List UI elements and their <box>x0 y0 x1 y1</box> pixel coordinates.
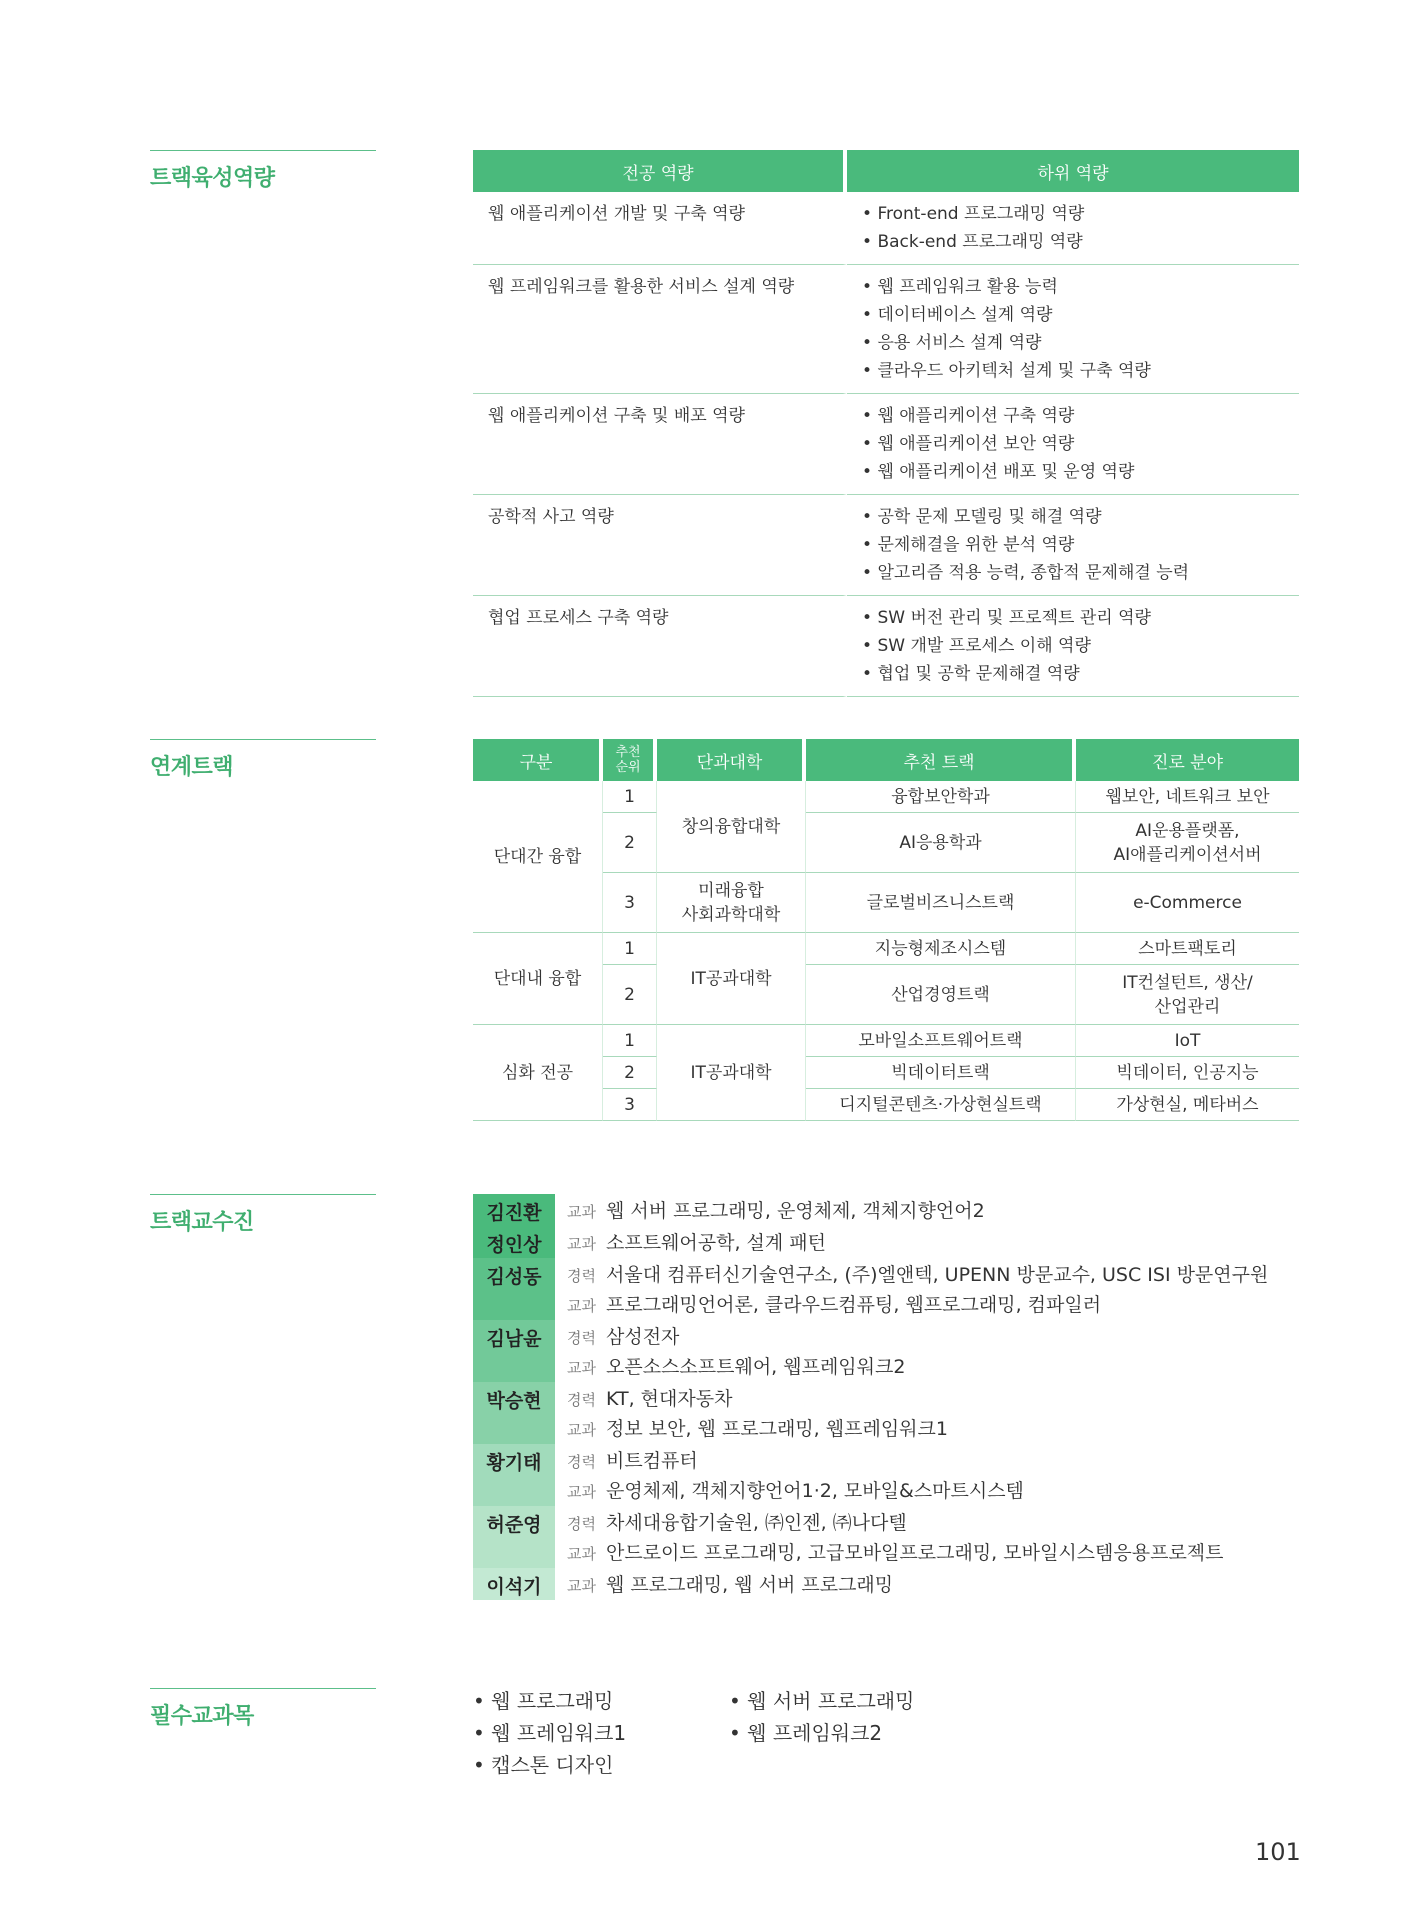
table-row <box>473 1025 1299 1057</box>
list-item: • 클라우드 아키텍처 설계 및 구축 역량 <box>862 357 1299 385</box>
page-number: 101 <box>1255 1838 1301 1866</box>
detail-tag: 교과 <box>567 1483 596 1501</box>
faculty-detail-line <box>567 1538 1224 1568</box>
detail-tag: 교과 <box>567 1421 596 1439</box>
table-row <box>473 265 1299 394</box>
section-label-faculty: 트랙교수진 <box>150 1194 376 1236</box>
career-cell: 가상현실, 메타버스 <box>1076 1089 1299 1121</box>
course-name: 캡스톤 디자인 <box>491 1753 614 1777</box>
list-item: • 웹 애플리케이션 배포 및 운영 역량 <box>862 458 1299 486</box>
detail-tag: 교과 <box>567 1359 596 1377</box>
rank-cell: 2 <box>603 813 657 873</box>
faculty-detail-line <box>567 1476 1024 1506</box>
faculty-row <box>473 1194 1323 1226</box>
col-header-career: 진로 분야 <box>1076 739 1299 781</box>
detail-text: 비트컴퓨터 <box>605 1450 698 1472</box>
faculty-detail-line <box>567 1290 1268 1320</box>
category-cell: 단대간 융합 <box>473 781 603 933</box>
major-competency: 웹 애플리케이션 개발 및 구축 역량 <box>473 192 847 265</box>
detail-text: 운영체제, 객체지향언어1·2, 모바일&스마트시스템 <box>605 1480 1024 1502</box>
rank-cell: 3 <box>603 873 657 933</box>
major-competency: 공학적 사고 역량 <box>473 495 847 596</box>
career-cell: IoT <box>1076 1025 1299 1057</box>
list-item: • 데이터베이스 설계 역량 <box>862 301 1299 329</box>
college-cell: 미래융합 사회과학대학 <box>657 873 806 933</box>
list-item: • 공학 문제 모델링 및 해결 역량 <box>862 503 1299 531</box>
faculty-details <box>555 1194 985 1226</box>
list-item: • 캡스톤 디자인 <box>473 1753 614 1777</box>
faculty-details <box>555 1506 1224 1568</box>
table-row <box>473 495 1299 596</box>
detail-text: 프로그래밍언어론, 클라우드컴퓨팅, 웹프로그래밍, 컴파일러 <box>605 1294 1102 1316</box>
section-label-competency: 트랙육성역량 <box>150 150 376 192</box>
track-cell: 모바일소프트웨어트랙 <box>806 1025 1076 1057</box>
detail-tag: 경력 <box>567 1391 596 1409</box>
list-item: • 웹 애플리케이션 구축 역량 <box>862 402 1299 430</box>
rank-cell: 2 <box>603 1057 657 1089</box>
detail-text: 차세대융합기술원, ㈜인젠, ㈜나다텔 <box>605 1512 907 1534</box>
detail-tag: 교과 <box>567 1235 596 1253</box>
col-header-category: 구분 <box>473 739 603 781</box>
detail-tag: 경력 <box>567 1267 596 1285</box>
table-row <box>473 192 1299 265</box>
detail-tag: 교과 <box>567 1577 596 1595</box>
faculty-details <box>555 1568 893 1600</box>
faculty-detail-line <box>567 1414 948 1444</box>
faculty-name: 김성동 <box>473 1258 555 1320</box>
detail-text: 안드로이드 프로그래밍, 고급모바일프로그래밍, 모바일시스템응용프로젝트 <box>605 1542 1224 1564</box>
career-cell: e-Commerce <box>1076 873 1299 933</box>
rank-cell: 3 <box>603 1089 657 1121</box>
list-item: • 웹 프로그래밍 <box>473 1689 614 1713</box>
rank-cell: 2 <box>603 965 657 1025</box>
course-name: 웹 프로그래밍 <box>491 1689 614 1713</box>
career-cell: 스마트팩토리 <box>1076 933 1299 965</box>
detail-tag: 교과 <box>567 1545 596 1563</box>
list-item: • 협업 및 공학 문제해결 역량 <box>862 660 1299 688</box>
rank-cell: 1 <box>603 933 657 965</box>
course-name: 웹 프레임워크2 <box>747 1721 883 1745</box>
section-label-linked-tracks: 연계트랙 <box>150 739 376 781</box>
detail-text: 정보 보안, 웹 프로그래밍, 웹프레임워크1 <box>605 1418 948 1440</box>
list-item: • 웹 프레임워크1 <box>473 1721 627 1745</box>
track-cell: 산업경영트랙 <box>806 965 1076 1025</box>
rank-cell: 1 <box>603 781 657 813</box>
detail-text: 웹 서버 프로그래밍, 운영체제, 객체지향언어2 <box>605 1200 985 1222</box>
detail-tag: 경력 <box>567 1453 596 1471</box>
course-name: 웹 프레임워크1 <box>491 1721 627 1745</box>
list-item: • 웹 프레임워크2 <box>729 1721 883 1745</box>
faculty-row <box>473 1258 1323 1320</box>
faculty-row <box>473 1320 1323 1382</box>
career-cell: IT컨설턴트, 생산/ 산업관리 <box>1076 965 1299 1025</box>
track-cell: AI응용학과 <box>806 813 1076 873</box>
table-row <box>473 933 1299 965</box>
sub-competencies <box>847 394 1299 495</box>
faculty-list <box>473 1194 1323 1600</box>
table-row <box>473 781 1299 813</box>
faculty-detail-line <box>567 1260 1268 1290</box>
faculty-details <box>555 1258 1268 1320</box>
detail-tag: 경력 <box>567 1515 596 1533</box>
track-cell: 디지털콘텐츠·가상현실트랙 <box>806 1089 1076 1121</box>
linked-track-table <box>473 739 1299 1121</box>
faculty-details <box>555 1226 826 1258</box>
col-header-college: 단과대학 <box>657 739 806 781</box>
detail-text: 삼성전자 <box>605 1326 680 1348</box>
table-row <box>473 394 1299 495</box>
category-cell: 심화 전공 <box>473 1025 603 1121</box>
faculty-details <box>555 1320 905 1382</box>
faculty-name: 황기태 <box>473 1444 555 1506</box>
sub-competencies <box>847 265 1299 394</box>
col-header-sub: 하위 역량 <box>847 150 1299 192</box>
list-item: • SW 개발 프로세스 이해 역량 <box>862 632 1299 660</box>
faculty-name: 이석기 <box>473 1568 555 1600</box>
faculty-name: 박승현 <box>473 1382 555 1444</box>
detail-tag: 교과 <box>567 1297 596 1315</box>
detail-text: 소프트웨어공학, 설계 패턴 <box>605 1232 826 1254</box>
list-item: • SW 버전 관리 및 프로젝트 관리 역량 <box>862 604 1299 632</box>
faculty-row <box>473 1568 1323 1600</box>
section-label-required: 필수교과목 <box>150 1688 376 1730</box>
list-item: • 문제해결을 위한 분석 역량 <box>862 531 1299 559</box>
college-cell: IT공과대학 <box>657 1025 806 1121</box>
faculty-detail-line <box>567 1446 1024 1476</box>
col-header-rank: 추천 순위 <box>603 739 657 781</box>
track-cell: 융합보안학과 <box>806 781 1076 813</box>
sub-competencies <box>847 495 1299 596</box>
career-cell: 웹보안, 네트워크 보안 <box>1076 781 1299 813</box>
faculty-name: 정인상 <box>473 1226 555 1258</box>
detail-text: 웹 프로그래밍, 웹 서버 프로그래밍 <box>605 1574 894 1596</box>
faculty-detail-line <box>567 1322 905 1352</box>
faculty-detail-line <box>567 1228 826 1258</box>
faculty-name: 김진환 <box>473 1194 555 1226</box>
list-item: • 웹 애플리케이션 보안 역량 <box>862 430 1299 458</box>
competency-table <box>473 150 1299 697</box>
list-item: • 웹 프레임워크 활용 능력 <box>862 273 1299 301</box>
list-item: • Front-end 프로그래밍 역량 <box>862 200 1299 228</box>
career-cell: 빅데이터, 인공지능 <box>1076 1057 1299 1089</box>
track-cell: 글로벌비즈니스트랙 <box>806 873 1076 933</box>
list-item: • 알고리즘 적용 능력, 종합적 문제해결 능력 <box>862 559 1299 587</box>
detail-text: 서울대 컴퓨터신기술연구소, (주)엘앤텍, UPENN 방문교수, USC ISI 방문연구원 <box>605 1264 1269 1286</box>
course-name: 웹 서버 프로그래밍 <box>747 1689 915 1713</box>
sub-competencies <box>847 192 1299 265</box>
faculty-details <box>555 1444 1024 1506</box>
list-item: • 응용 서비스 설계 역량 <box>862 329 1299 357</box>
list-item: • 웹 서버 프로그래밍 <box>729 1689 915 1713</box>
col-header-track: 추천 트랙 <box>806 739 1076 781</box>
major-competency: 웹 프레임워크를 활용한 서비스 설계 역량 <box>473 265 847 394</box>
detail-text: 오픈소스소프트웨어, 웹프레임워크2 <box>605 1356 906 1378</box>
faculty-detail-line <box>567 1352 905 1382</box>
college-cell: IT공과대학 <box>657 933 806 1025</box>
rank-cell: 1 <box>603 1025 657 1057</box>
sub-competencies <box>847 596 1299 697</box>
faculty-row <box>473 1506 1323 1568</box>
category-cell: 단대내 융합 <box>473 933 603 1025</box>
faculty-detail-line <box>567 1570 893 1600</box>
faculty-name: 김남윤 <box>473 1320 555 1382</box>
faculty-details <box>555 1382 948 1444</box>
faculty-detail-line <box>567 1508 1224 1538</box>
track-cell: 지능형제조시스템 <box>806 933 1076 965</box>
major-competency: 웹 애플리케이션 구축 및 배포 역량 <box>473 394 847 495</box>
track-cell: 빅데이터트랙 <box>806 1057 1076 1089</box>
detail-text: KT, 현대자동차 <box>605 1388 733 1410</box>
table-row <box>473 596 1299 697</box>
major-competency: 협업 프로세스 구축 역량 <box>473 596 847 697</box>
faculty-row <box>473 1226 1323 1258</box>
col-header-major: 전공 역량 <box>473 150 847 192</box>
faculty-row <box>473 1444 1323 1506</box>
faculty-row <box>473 1382 1323 1444</box>
college-cell: 창의융합대학 <box>657 781 806 873</box>
faculty-name: 허준영 <box>473 1506 555 1568</box>
faculty-detail-line <box>567 1384 948 1414</box>
list-item: • Back-end 프로그래밍 역량 <box>862 228 1299 256</box>
detail-tag: 경력 <box>567 1329 596 1347</box>
career-cell: AI운용플랫폼, AI애플리케이션서버 <box>1076 813 1299 873</box>
faculty-detail-line <box>567 1196 985 1226</box>
detail-tag: 교과 <box>567 1203 596 1221</box>
